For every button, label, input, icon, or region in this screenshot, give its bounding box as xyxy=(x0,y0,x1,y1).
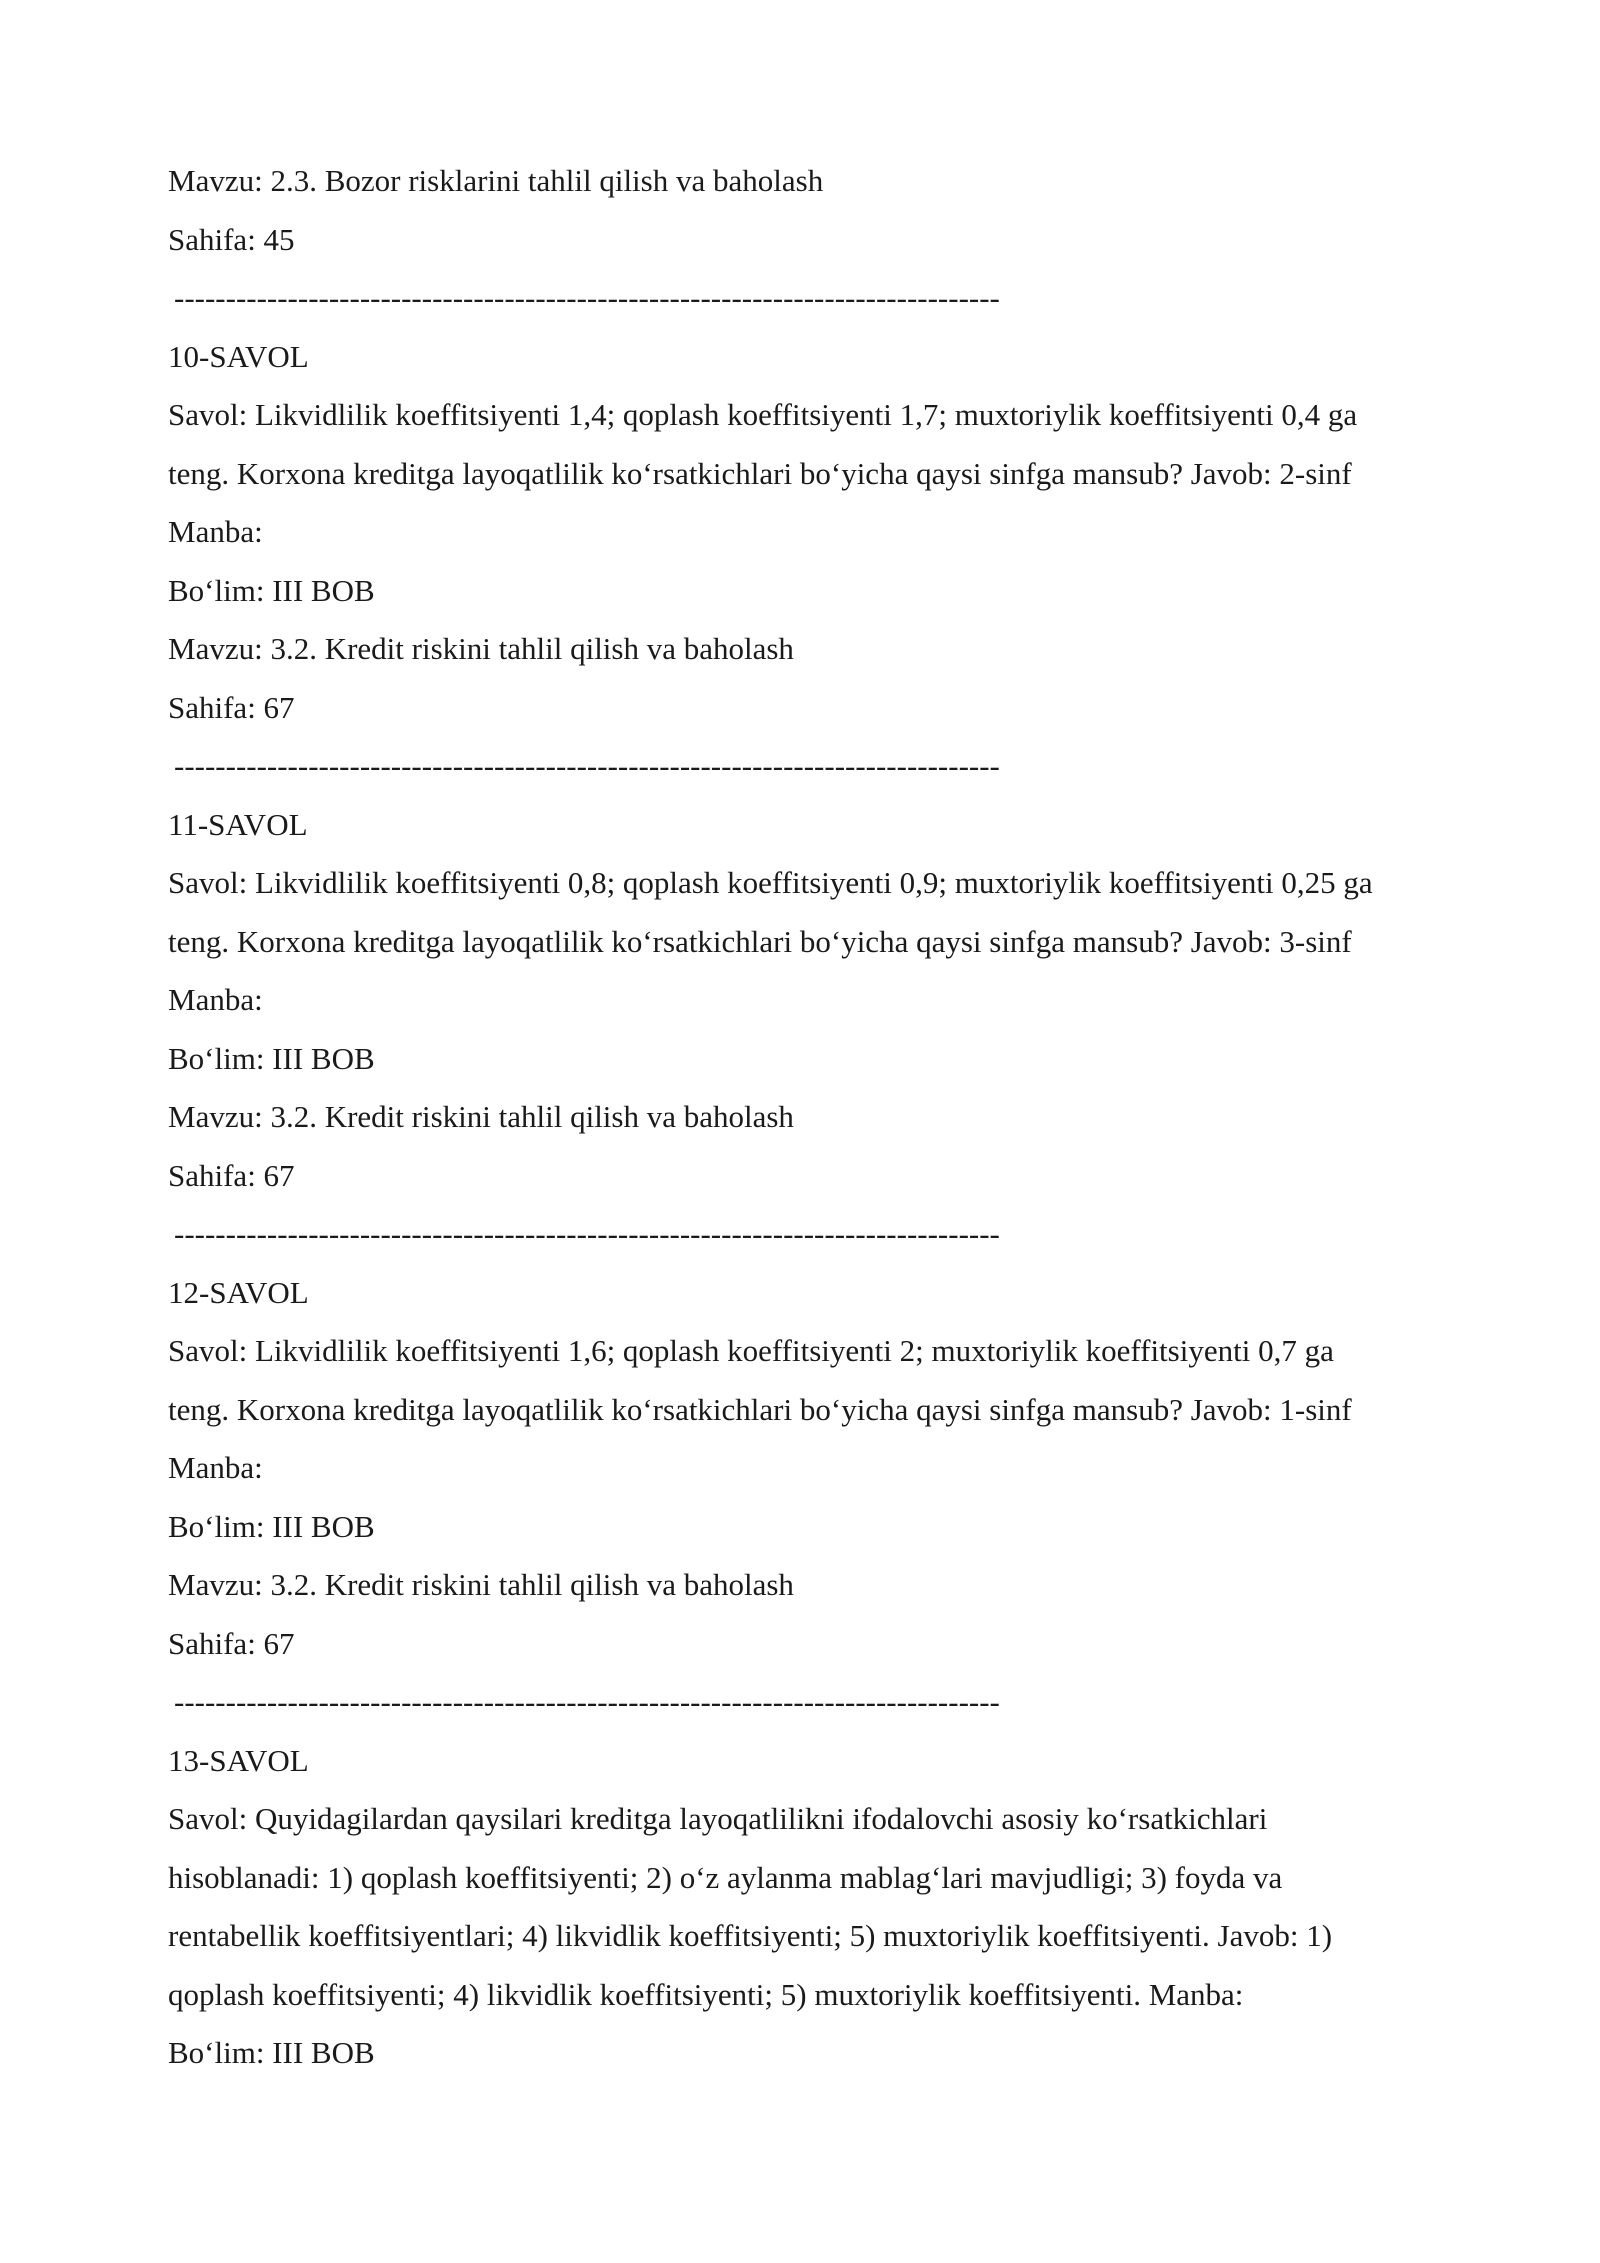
question-text-line: Savol: Likvidlilik koeffitsiyenti 1,4; qoplash koeffitsiyenti 1,7; muxtoriylik koeffitsiyenti 0,4 ga xyxy=(168,397,1358,432)
source-label: Manba: xyxy=(168,982,263,1017)
question-text-line: Savol: Likvidlilik koeffitsiyenti 0,8; qoplash koeffitsiyenti 0,9; muxtoriylik koeffitsiyenti 0,25 ga xyxy=(168,865,1373,900)
section-line: Bo‘lim: III BOB xyxy=(168,1040,375,1076)
question-block xyxy=(168,328,1468,738)
question-title: 12-SAVOL xyxy=(168,1274,309,1310)
question-text-line: rentabellik koeffitsiyentlari; 4) likvidlik koeffitsiyenti; 5) muxtoriylik koeffitsiyenti. Javob: 1) xyxy=(168,1918,1333,1953)
document-page xyxy=(168,152,1468,2083)
question-block xyxy=(168,1732,1468,2083)
question-text-line: teng. Korxona kreditga layoqatlilik ko‘rsatkichlari bo‘yicha qaysi sinfga mansub? Javob: 2-sinf xyxy=(168,455,1352,491)
source-label: Manba: xyxy=(168,1450,263,1485)
topic-line: Mavzu: 2.3. Bozor risklarini tahlil qilish va baholash xyxy=(168,163,824,198)
question-text-line: qoplash koeffitsiyenti; 4) likvidlik koeffitsiyenti; 5) muxtoriylik koeffitsiyenti. Manba: xyxy=(168,1976,1244,2012)
separator-line: -------------------------------------------------------------------------------- xyxy=(174,1216,1000,1251)
separator-line: -------------------------------------------------------------------------------- xyxy=(174,1684,1000,1719)
section-line: Bo‘lim: III BOB xyxy=(168,572,375,608)
section-line: Bo‘lim: III BOB xyxy=(168,1508,375,1544)
question-text-line: hisoblanadi: 1) qoplash koeffitsiyenti; 2) o‘z aylanma mablag‘lari mavjudligi; 3) foyda va xyxy=(168,1859,1283,1895)
question-title: 10-SAVOL xyxy=(168,338,309,374)
question-text-line: Savol: Likvidlilik koeffitsiyenti 1,6; qoplash koeffitsiyenti 2; muxtoriylik koeffitsiyenti 0,7 ga xyxy=(168,1333,1334,1368)
source-label: Manba: xyxy=(168,514,263,549)
question-block xyxy=(168,1264,1468,1674)
page-number-line: Sahifa: 45 xyxy=(168,221,295,257)
topic-line: Mavzu: 3.2. Kredit riskini tahlil qilish va baholash xyxy=(168,1567,794,1602)
question-title: 11-SAVOL xyxy=(168,806,308,842)
question-text-line: teng. Korxona kreditga layoqatlilik ko‘rsatkichlari bo‘yicha qaysi sinfga mansub? Javob: 1-sinf xyxy=(168,1391,1352,1427)
question-text-line: teng. Korxona kreditga layoqatlilik ko‘rsatkichlari bo‘yicha qaysi sinfga mansub? Javob: 3-sinf xyxy=(168,923,1352,959)
topic-line: Mavzu: 3.2. Kredit riskini tahlil qilish va baholash xyxy=(168,631,794,666)
separator-line: -------------------------------------------------------------------------------- xyxy=(174,748,1000,783)
question-text-line: Savol: Quyidagilardan qaysilari kreditga layoqatlilikni ifodalovchi asosiy ko‘rsatkichlari xyxy=(168,1801,1268,1836)
separator-line: -------------------------------------------------------------------------------- xyxy=(174,280,1000,315)
page-number-line: Sahifa: 67 xyxy=(168,689,295,725)
question-block xyxy=(168,796,1468,1206)
topic-line: Mavzu: 3.2. Kredit riskini tahlil qilish va baholash xyxy=(168,1099,794,1134)
page-number-line: Sahifa: 67 xyxy=(168,1625,295,1661)
page-number-line: Sahifa: 67 xyxy=(168,1157,295,1193)
question-title: 13-SAVOL xyxy=(168,1742,309,1778)
section-line: Bo‘lim: III BOB xyxy=(168,2035,375,2070)
